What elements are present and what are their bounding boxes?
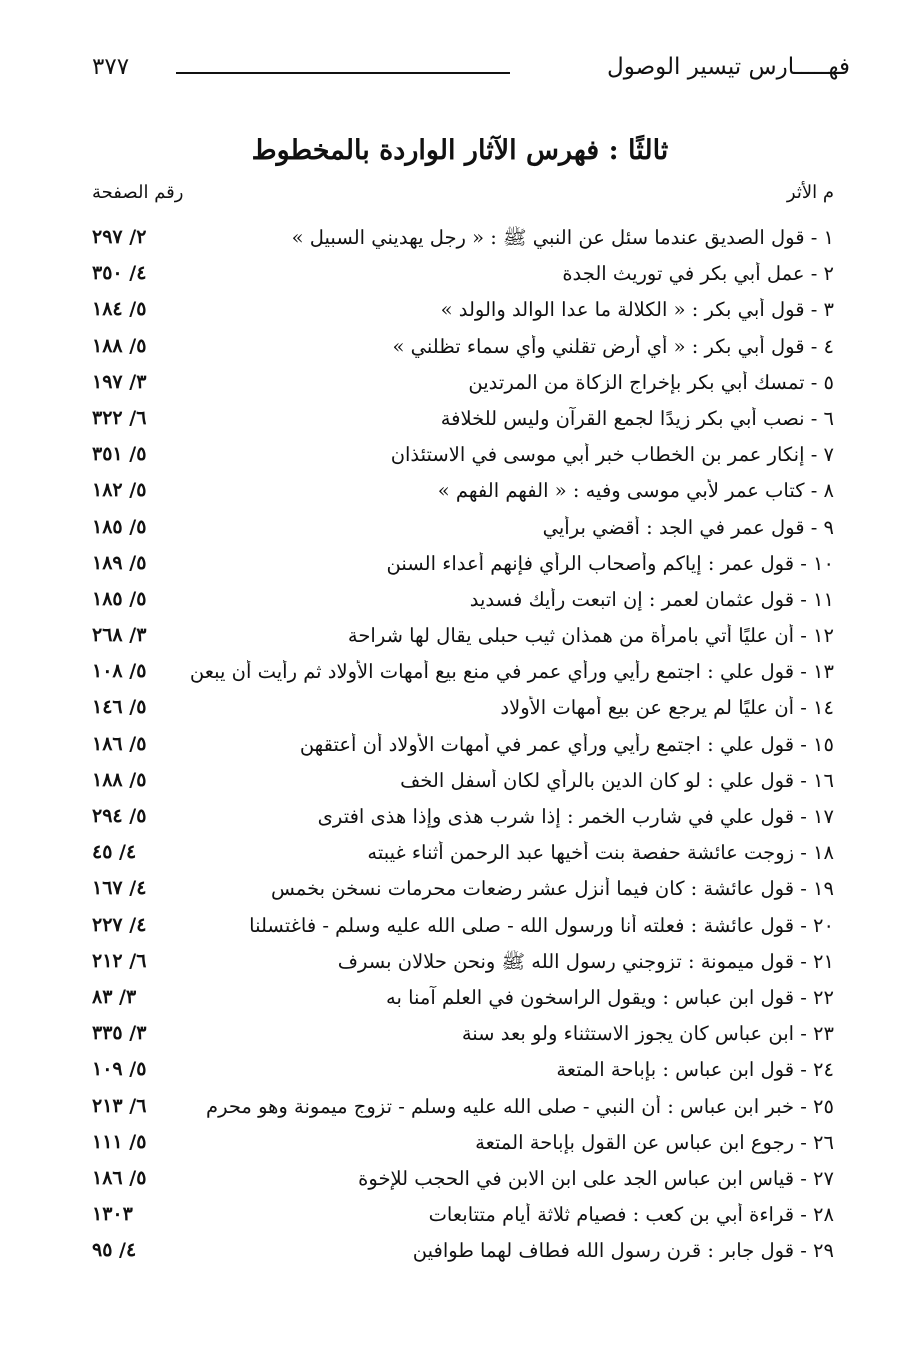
list-item	[92, 331, 834, 367]
list-item	[92, 548, 834, 584]
entry-text: ١ - قول الصديق عندما سئل عن النبي ﷺ : « رجل يهديني السبيل »	[291, 226, 834, 249]
entry-page-ref: ٦/ ٣٢٢	[92, 406, 147, 429]
entry-page-ref: ٤/ ١٦٧	[92, 877, 147, 900]
entries-list	[92, 222, 834, 1271]
entry-text: ٧ - إنكار عمر بن الخطاب خبر أبي موسى في الاستئذان	[390, 443, 834, 467]
entry-text: ١٤ - أن عليًا لم يرجع عن بيع أمهات الأولاد	[500, 696, 834, 720]
entry-page-ref: ٥/ ١٨٦	[92, 732, 147, 755]
list-item	[92, 1054, 834, 1090]
entry-page-ref: ٤/ ٩٥	[92, 1239, 137, 1262]
list-item	[92, 222, 834, 258]
list-item	[92, 367, 834, 403]
entry-page-ref: ٣/ ٢٦٨	[92, 624, 147, 647]
list-item	[92, 1127, 834, 1163]
entry-page-ref: ٤/ ٤٥	[92, 841, 137, 864]
entry-text: ١١ - قول عثمان لعمر : إن اتبعت رأيك فسديد	[469, 587, 834, 611]
entry-page-ref: ٥/ ١٨٥	[92, 587, 147, 610]
column-header-page: رقم الصفحة	[92, 182, 184, 203]
list-item	[92, 910, 834, 946]
entry-text: ٨ - كتاب عمر لأبي موسى وفيه : « الفهم الفهم »	[437, 479, 834, 503]
list-item	[92, 1235, 834, 1271]
entry-page-ref: ٣/ ١٩٧	[92, 370, 147, 393]
entry-page-ref: ٥/ ١٨٨	[92, 334, 147, 357]
entry-text: ٢٤ - قول ابن عباس : بإباحة المتعة	[556, 1058, 834, 1082]
list-item	[92, 620, 834, 656]
entry-page-ref: ٤/ ٣٥٠	[92, 262, 147, 285]
list-item	[92, 837, 834, 873]
running-header	[92, 52, 850, 88]
entry-page-ref: ٥/ ١٨٦	[92, 1166, 147, 1189]
entry-text: ١٢ - أن عليًا أتي بامرأة من همذان ثيب حبلى يقال لها شراحة	[347, 624, 834, 648]
entry-page-ref: ٥/ ١٨٢	[92, 479, 147, 502]
entry-page-ref: ٦/ ٢١٢	[92, 949, 147, 972]
entry-text: ٢٢ - قول ابن عباس : ويقول الراسخون في العلم آمنا به	[386, 985, 834, 1009]
entry-text: ٢٠ - قول عائشة : فعلته أنا ورسول الله - صلى الله عليه وسلم - فاغتسلنا	[249, 913, 834, 937]
entry-text: ١٣ - قول علي : اجتمع رأيي ورأي عمر في منع بيع أمهات الأولاد ثم رأيت أن يبعن	[189, 660, 834, 684]
list-item	[92, 946, 834, 982]
entry-page-ref: ٥/ ١٠٩	[92, 1058, 147, 1081]
entry-text: ٥ - تمسك أبي بكر بإخراج الزكاة من المرتدين	[468, 370, 834, 394]
list-item	[92, 512, 834, 548]
page-number: ٣٧٧	[92, 54, 130, 80]
list-item	[92, 475, 834, 511]
entry-text: ٢٨ - قراءة أبي بن كعب : فصيام ثلاثة أيام متتابعات	[428, 1203, 834, 1227]
list-item	[92, 873, 834, 909]
header-rule	[176, 72, 510, 74]
list-item	[92, 1163, 834, 1199]
entry-page-ref: ٥/ ١٤٦	[92, 696, 147, 719]
entry-page-ref: ٣/ ٨٣	[92, 985, 137, 1008]
entry-page-ref: ٥/ ١٨٥	[92, 515, 147, 538]
entry-text: ٤ - قول أبي بكر : « أي أرض تقلني وأي سماء تظلني »	[392, 334, 834, 358]
list-item	[92, 656, 834, 692]
entry-page-ref: ٥/ ٢٩٤	[92, 805, 147, 827]
list-item	[92, 258, 834, 294]
entry-page-ref: ١٣٠٣	[92, 1203, 133, 1226]
entry-text: ٩ - قول عمر في الجد : أقضي برأيي	[542, 515, 834, 539]
list-item	[92, 1018, 834, 1054]
entry-text: ٣ - قول أبي بكر : « الكلالة ما عدا الوالد والولد »	[440, 298, 834, 322]
entry-text: ٢٦ - رجوع ابن عباس عن القول بإباحة المتعة	[475, 1130, 834, 1154]
list-item	[92, 729, 834, 765]
entry-text: ٢٥ - خبر ابن عباس : أن النبي - صلى الله عليه وسلم - تزوج ميمونة وهو محرم	[206, 1094, 834, 1118]
list-item	[92, 294, 834, 330]
list-item	[92, 403, 834, 439]
list-item	[92, 584, 834, 620]
entry-page-ref: ٥/ ١١١	[92, 1130, 147, 1153]
list-item	[92, 1091, 834, 1127]
entry-page-ref: ٥/ ٣٥١	[92, 443, 147, 466]
list-item	[92, 439, 834, 475]
entry-text: ١٥ - قول علي : اجتمع رأيي ورأي عمر في أمهات الأولاد أن أعتقهن	[299, 732, 834, 756]
column-headers	[92, 182, 834, 212]
entry-text: ١٦ - قول علي : لو كان الدين بالرأي لكان أسفل الخف	[400, 768, 834, 792]
entry-page-ref: ٢/ ٢٩٧	[92, 226, 147, 248]
running-title: فهـــــارس تيسير الوصول	[607, 54, 850, 80]
entry-text: ١٧ - قول علي في شارب الخمر : إذا شرب هذى وإذا هذى افترى	[317, 805, 834, 828]
entry-text: ١٠ - قول عمر : إياكم وأصحاب الرأي فإنهم أعداء السنن	[386, 551, 834, 575]
list-item	[92, 1199, 834, 1235]
list-item	[92, 692, 834, 728]
entry-page-ref: ٣/ ٣٣٥	[92, 1022, 147, 1045]
list-item	[92, 765, 834, 801]
section-title: ثالثًا : فهرس الآثار الواردة بالمخطوط	[251, 135, 669, 166]
entry-page-ref: ٤/ ٢٢٧	[92, 913, 147, 936]
entry-text: ٢٧ - قياس ابن عباس الجد على ابن الابن في الحجب للإخوة	[358, 1166, 834, 1190]
entry-text: ٢٣ - ابن عباس كان يجوز الاستثناء ولو بعد سنة	[461, 1022, 834, 1046]
entry-text: ١٩ - قول عائشة : كان فيما أنزل عشر رضعات محرمات نسخن بخمس	[270, 877, 834, 901]
column-header-entry: م الأثر	[786, 182, 834, 203]
list-item	[92, 982, 834, 1018]
entry-text: ١٨ - زوجت عائشة حفصة بنت أخيها عبد الرحمن أثناء غيبته	[367, 841, 834, 865]
entry-text: ٦ - نصب أبي بكر زيدًا لجمع القرآن وليس للخلافة	[440, 406, 834, 430]
entry-text: ٢١ - قول ميمونة : تزوجني رسول الله ﷺ ونحن حلالان بسرف	[337, 949, 834, 973]
entry-page-ref: ٥/ ١٨٤	[92, 298, 147, 321]
entry-text: ٢ - عمل أبي بكر في توريث الجدة	[562, 262, 834, 286]
entry-text: ٢٩ - قول جابر : قرن رسول الله فطاف لهما طوافين	[412, 1239, 834, 1263]
entry-page-ref: ٥/ ١٨٩	[92, 551, 147, 574]
entry-page-ref: ٥/ ١٨٨	[92, 768, 147, 791]
entry-page-ref: ٥/ ١٠٨	[92, 660, 147, 683]
list-item	[92, 801, 834, 837]
entry-page-ref: ٦/ ٢١٣	[92, 1094, 147, 1117]
